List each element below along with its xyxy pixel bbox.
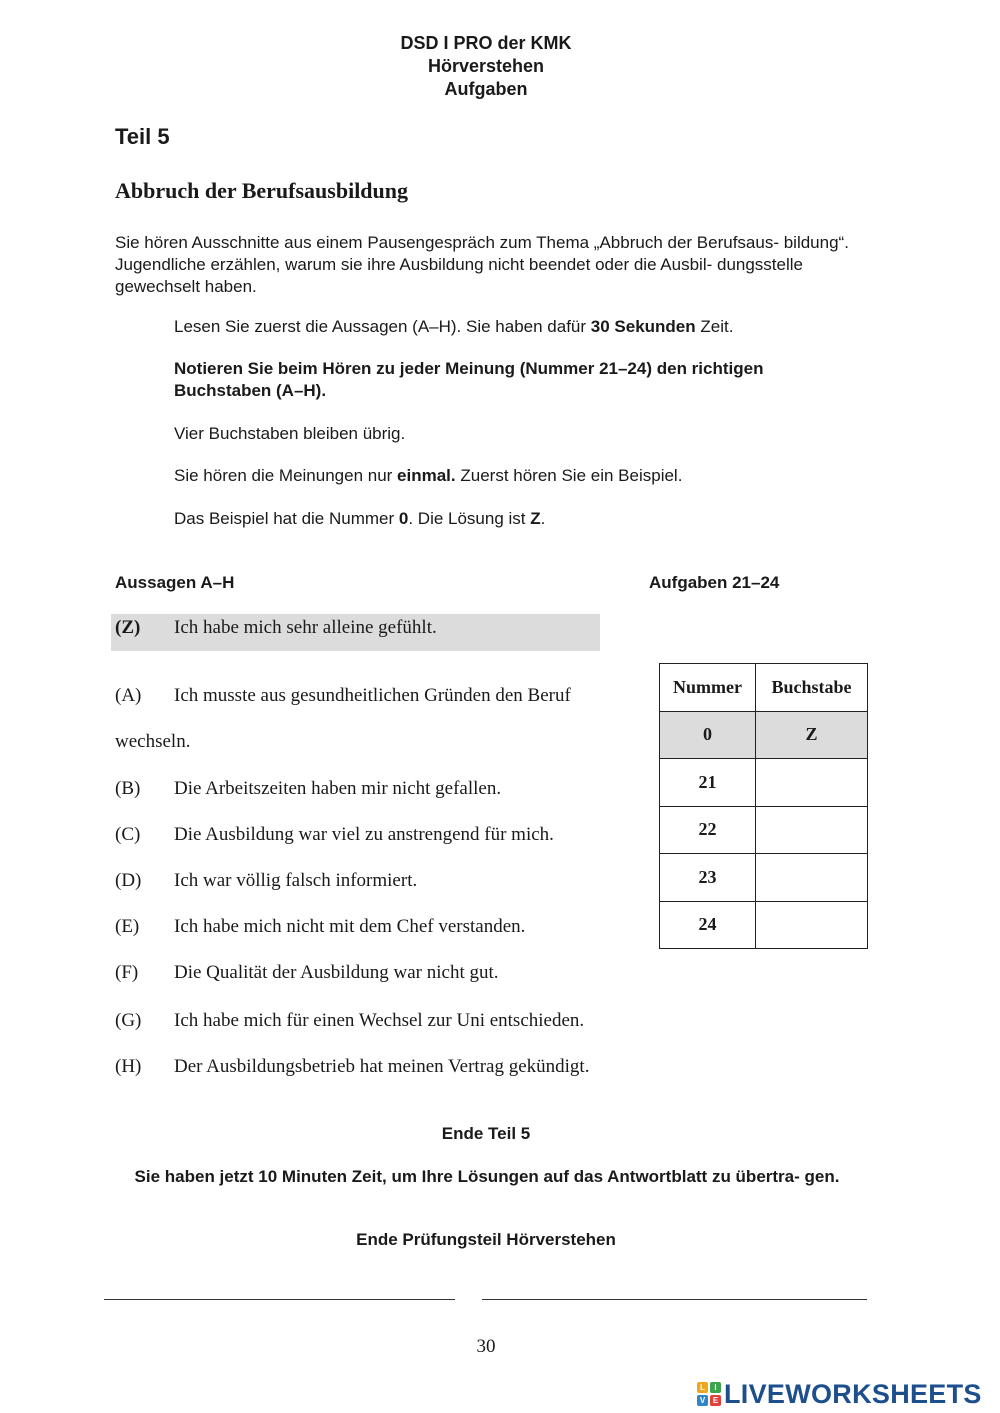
instruction-hear-post: Zuerst hören Sie ein Beispiel. (455, 466, 683, 485)
header-line-1: DSD I PRO der KMK (400, 33, 572, 53)
statement-letter: (H) (115, 1056, 142, 1077)
statements-heading: Aussagen A–H (115, 573, 235, 592)
statement-letter: (B) (115, 778, 141, 799)
section-title: Abbruch der Berufsausbildung (115, 178, 409, 203)
statement-letter: (G) (115, 1010, 142, 1031)
statement-letter: (A) (115, 685, 142, 706)
instruction-read-bold: 30 Sekunden (590, 317, 696, 336)
instruction-example-pre: Das Beispiel hat die Nummer (174, 509, 399, 528)
answer-field-21[interactable] (756, 759, 868, 807)
intro-paragraph: Sie hören Ausschnitte aus einem Pausengespräch zum Thema „Abbruch der Berufsaus- bildung“. Jugendliche erzählen, warum sie ihre Ausbildung nicht beendet oder die Ausbil- dungsstelle gewechselt haben. (115, 233, 849, 296)
instruction-read (174, 316, 854, 338)
statement-letter: (C) (115, 824, 141, 845)
table-row (660, 806, 868, 854)
instruction-hear-pre: Sie hören die Meinungen nur (174, 466, 398, 485)
header-line-3: Aufgaben (444, 79, 528, 99)
logo-tile: E (710, 1395, 721, 1406)
statement-letter: (D) (115, 870, 142, 891)
statement-text: Der Ausbildungsbetrieb hat meinen Vertrag gekündigt. (174, 1056, 590, 1077)
page-number: 30 (476, 1336, 496, 1357)
footer-rule-right (482, 1299, 867, 1300)
statement-text: Ich musste aus gesundheitlichen Gründen den Beruf (174, 685, 571, 706)
brand-logo-icon (697, 1382, 721, 1406)
column-header-number: Nummer (660, 664, 756, 712)
end-part-label: Ende Teil 5 (441, 1124, 531, 1143)
instruction-read-pre: Lesen Sie zuerst die Aussagen (A–H). Sie haben dafür (174, 317, 591, 336)
statement-text: Ich habe mich sehr alleine gefühlt. (174, 617, 437, 638)
answer-field-23[interactable] (756, 854, 868, 902)
row-number: 23 (660, 854, 756, 902)
brand-name: LIVEWORKSHEETS (724, 1378, 982, 1409)
logo-tile: I (710, 1382, 721, 1393)
part-title: Teil 5 (115, 124, 170, 149)
answer-table-header (660, 664, 868, 712)
statement-text: Ich habe mich nicht mit dem Chef verstanden. (174, 916, 526, 937)
row-number: 24 (660, 901, 756, 949)
statement-text: Ich habe mich für einen Wechsel zur Uni entschieden. (174, 1010, 585, 1031)
answer-table (659, 663, 868, 949)
header-line-2: Hörverstehen (427, 56, 545, 76)
column-header-letter: Buchstabe (756, 664, 868, 712)
statement-text: Die Arbeitszeiten haben mir nicht gefallen. (174, 778, 502, 799)
table-row (660, 759, 868, 807)
statement-letter: (F) (115, 962, 139, 983)
row-number: 21 (660, 759, 756, 807)
footer-rule-left (104, 1299, 455, 1300)
row-number: 22 (660, 806, 756, 854)
instruction-example-letter: Z (530, 509, 541, 528)
instruction-example-post: . (540, 509, 546, 528)
liveworksheets-brand (697, 1379, 982, 1409)
instruction-hear-bold: einmal. (397, 466, 456, 485)
instruction-example-number: 0 (398, 509, 409, 528)
table-row (660, 901, 868, 949)
tasks-heading: Aufgaben 21–24 (649, 573, 780, 592)
row-number: 0 (660, 711, 756, 759)
transfer-note: Sie haben jetzt 10 Minuten Zeit, um Ihre Lösungen auf das Antwortblatt zu übertra- gen. (134, 1167, 840, 1186)
statement-letter: (E) (115, 916, 140, 937)
table-row (660, 854, 868, 902)
statement-text: Die Ausbildung war viel zu anstrengend für mich. (174, 824, 554, 845)
answer-field-22[interactable] (756, 806, 868, 854)
end-listening-label: Ende Prüfungsteil Hörverstehen (356, 1230, 616, 1249)
statement-a-continuation: wechseln. (115, 731, 191, 752)
instruction-example (174, 508, 854, 530)
instruction-hear (174, 465, 854, 487)
statement-text: Die Qualität der Ausbildung war nicht gut. (174, 962, 499, 983)
instruction-note: Notieren Sie beim Hören zu jeder Meinung (Nummer 21–24) den richtigen Buchstaben (A–H). (174, 359, 764, 400)
instruction-example-mid: . Die Lösung ist (408, 509, 531, 528)
answer-field-24[interactable] (756, 901, 868, 949)
logo-tile: V (697, 1395, 708, 1406)
statement-letter: (Z) (115, 617, 141, 638)
statement-text: Ich war völlig falsch informiert. (174, 870, 418, 891)
logo-tile: L (697, 1382, 708, 1393)
row-letter: Z (756, 711, 868, 759)
table-row-example (660, 711, 868, 759)
document-header (0, 32, 972, 101)
instruction-read-post: Zeit. (695, 317, 734, 336)
instruction-remain: Vier Buchstaben bleiben übrig. (174, 424, 406, 443)
